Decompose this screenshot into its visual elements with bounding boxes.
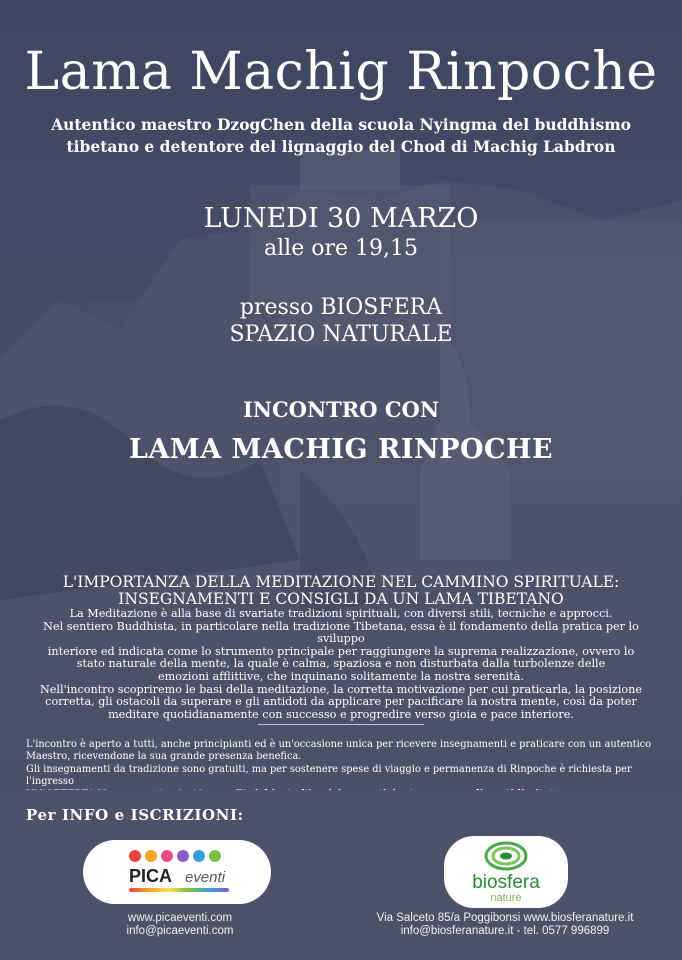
- pica-swoosh-icon: [129, 888, 229, 892]
- description-line: Nel sentiero Buddhista, in particolare nella tradizione Tibetana, essa è il fondamento della pratica per lo sviluppo: [43, 619, 639, 646]
- pica-dot-icon: [145, 850, 157, 862]
- pica-eventi-logo[interactable]: [83, 840, 271, 904]
- note-line-2: Maestro, ricevendone la sua grande presenza benefica.: [26, 751, 302, 763]
- subtitle-line-2: tibetano e detentore del lignaggio del Chod di Machig Labdron: [66, 137, 616, 156]
- meeting-name: LAMA MACHIG RINPOCHE: [128, 434, 554, 465]
- pica-dot-icon: [177, 850, 189, 862]
- talk-description: [26, 608, 656, 721]
- pica-dot-icon: [193, 850, 205, 862]
- note-line-1: L'incontro è aperto a tutti, anche principianti ed è un'occasione unica per ricevere insegnamenti e praticare con un autentico: [26, 739, 652, 750]
- event-place-line-1: presso BIOSFERA: [239, 295, 443, 320]
- pica-logo-subword: eventi: [185, 869, 226, 886]
- biosfera-contacts: [340, 912, 670, 937]
- pica-dot-icon: [161, 850, 173, 862]
- pica-website-link[interactable]: www.picaeventi.com: [127, 912, 233, 924]
- topic-line-2: INSEGNAMENTI E CONSIGLI DA UN LAMA TIBETANO: [118, 590, 564, 608]
- description-line: emozioni afflittive, che inquinano solitamente la nostra serenità.: [158, 669, 524, 683]
- description-line: corretta, gli ostacoli da superare e gli antidoti da applicare per pacificare la nostra mente, così da poter: [45, 695, 637, 709]
- divider: [258, 724, 424, 725]
- info-label: Per INFO e ISCRIZIONI:: [26, 806, 244, 824]
- description-line: La Meditazione è alla base di svariate tradizioni spirituali, con diversi stili, tecniche e approcci.: [69, 607, 613, 620]
- meeting-heading: INCONTRO CON: [242, 397, 440, 422]
- event-time: alle ore 19,15: [264, 236, 418, 261]
- note-line-3: Gli insegnamenti da tradizione sono gratuiti, ma per sostenere spese di viaggio e permanenza di Rinpoche è richiesta per l'ingresso: [26, 763, 632, 788]
- description-line: stato naturale della mente, la quale è calma, spaziosa e non disturbata dalla turbolenze delle: [76, 657, 606, 671]
- poster-subtitle: [0, 114, 682, 158]
- biosfera-email-phone: info@biosferanature.it - tel. 0577 996899: [400, 924, 610, 937]
- pica-dot-icon: [129, 850, 141, 862]
- subtitle-line-1: Autentico maestro DzogChen della scuola Nyingma del buddhismo: [51, 115, 631, 134]
- biosfera-swirl-icon: [444, 838, 568, 874]
- topic-line-1: L'IMPORTANZA DELLA MEDITAZIONE NEL CAMMINO SPIRITUALE:: [62, 573, 620, 591]
- pica-email-link[interactable]: info@picaeventi.com: [126, 924, 234, 937]
- description-line: Nell'incontro scopriremo le basi della meditazione, la corretta motivazione per cui praticarla, la posizione: [40, 682, 642, 696]
- talk-topic: [0, 574, 682, 608]
- pica-dot-icon: [209, 850, 221, 862]
- biosfera-logo-word: biosfera: [472, 872, 540, 893]
- biosfera-logo-subword: nature: [490, 892, 522, 904]
- biosfera-address: Via Salceto 85/a Poggibonsi www.biosferanature.it: [376, 912, 634, 924]
- pica-logo-word: PICA: [129, 866, 173, 886]
- poster-title: Lama Machig Rinpoche: [24, 42, 658, 102]
- biosfera-logo[interactable]: [444, 836, 568, 908]
- event-place-line-2: SPAZIO NATURALE: [229, 322, 453, 347]
- event-date: LUNEDI 30 MARZO: [203, 203, 479, 234]
- description-line: interiore ed indicata come lo strumento principale per raggiungere la suprema realizzazione, ovvero lo: [47, 644, 635, 658]
- description-line: meditare quotidianamente con successo e progredire verso gioia e pace interiore.: [108, 707, 574, 721]
- pica-contacts: [100, 912, 260, 937]
